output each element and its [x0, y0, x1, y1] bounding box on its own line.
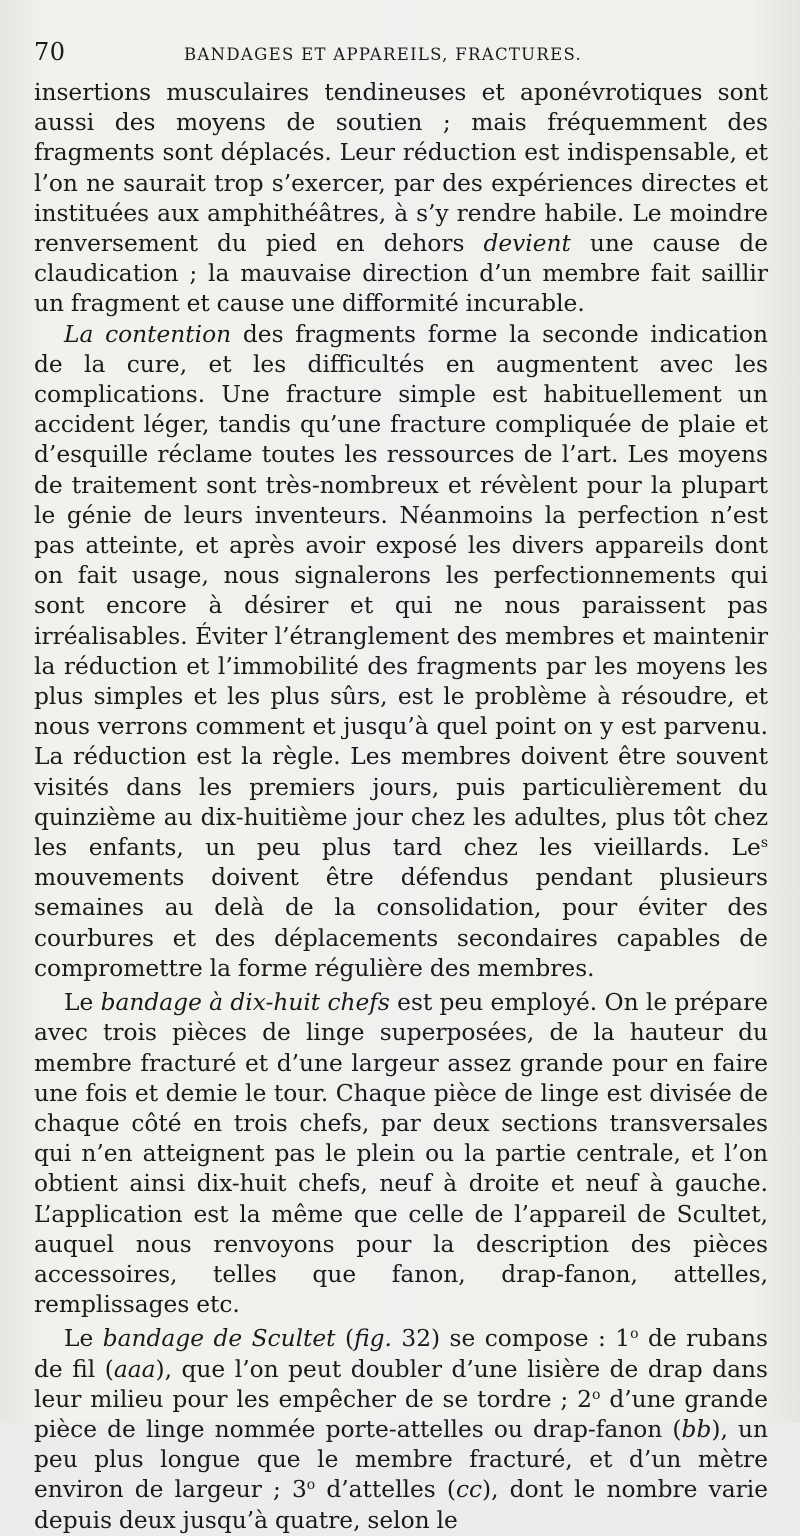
paragraph	[34, 988, 768, 1320]
text-run: (	[335, 1325, 355, 1353]
superscript: o	[630, 1326, 639, 1343]
text-run: ), dont le nombre varie depuis deux jusqu’à quatre, selon le	[34, 1476, 768, 1534]
running-head	[34, 38, 768, 72]
text-run: ), un peu plus longue que le membre fracturé, et d’un mètre environ de largeur ; 3	[34, 1415, 768, 1504]
paragraph	[34, 320, 768, 984]
italic-text: devient	[483, 230, 571, 258]
italic-text: bandage de Scultet	[102, 1325, 336, 1353]
text-run: mouvements doivent être défendus pendant plusieurs semaines au delà de la consolidation, pour éviter des courbures et des déplacements secondaires capables de compromettre la forme régulière des membres.	[34, 864, 768, 982]
text-run: Le	[64, 989, 101, 1017]
italic-text: aaa	[113, 1355, 156, 1383]
superscript: o	[306, 1477, 316, 1494]
text-run: 32) se compose : 1	[391, 1325, 631, 1353]
paragraph	[34, 1324, 768, 1535]
italic-text: bandage à dix-huit chefs	[100, 989, 390, 1017]
text-run: d’une grande pièce de linge nommée porte-attelles ou drap-fanon (	[34, 1385, 768, 1443]
body-text	[34, 78, 768, 1536]
text-run: de rubans de fil (	[34, 1325, 769, 1383]
text-run: d’attelles (	[315, 1476, 456, 1504]
running-title: BANDAGES ET APPAREILS, FRACTURES.	[184, 45, 583, 64]
italic-text: bb	[681, 1415, 712, 1443]
paragraph	[34, 78, 768, 320]
superscript: s	[760, 835, 768, 852]
text-run: ), que l’on peut doubler d’une lisière de drap dans leur milieu pour les empêcher de se tordre ; 2	[34, 1355, 769, 1413]
italic-text: fig.	[354, 1325, 392, 1353]
text-run: est peu employé. On le prépare avec trois pièces de linge superposées, de la hauteur du membre fracturé et d’une largeur assez grande pour en faire une fois et demie le tour. Chaque pièce de linge est divisée de chaque côté en trois chefs, par deux sections transversales qui n’en atteignent pas le plein ou la partie centrale, et l’on obtient ainsi dix-huit chefs, neuf à droite et neuf à gauche. L’application est la même que celle de l’appareil de Scultet, auquel nous renvoyons pour la description des pièces accessoires, telles que fanon, drap-fanon, attelles, remplissages etc.	[34, 989, 768, 1319]
italic-text: La contention	[64, 320, 232, 348]
text-run: insertions musculaires tendineuses et aponévrotiques sont aussi des moyens de soutien ; mais fréquemment des fragments sont déplacés. Leur réduction est indispensable, et l’on ne saurait trop s’exercer, par des expériences directes et instituées aux amphithéâtres, à s’y rendre habile. Le moindre renversement du pied en dehors	[34, 79, 768, 258]
superscript: o	[592, 1386, 601, 1403]
text-run: une cause de claudication ; la mauvaise direction d’un membre fait saillir un fragment et cause une difformité incurable.	[34, 230, 768, 318]
text-run: Le	[64, 1325, 103, 1353]
italic-text: cc	[455, 1476, 483, 1504]
page-number: 70	[34, 38, 66, 66]
text-run: des fragments forme la seconde indication de la cure, et les difficultés en augmentent avec les complications. Une fracture simple est habituellement un accident léger, tandis qu’une fracture compliquée de plaie et d’esquille réclame toutes les ressources de l’art. Les moyens de traitement sont très-nombreux et révèlent pour la plupart le génie de leurs inventeurs. Néanmoins la perfection n’est pas atteinte, et après avoir exposé les divers appareils dont on fait usage, nous signalerons les perfectionnements qui sont encore à désirer et qui ne nous paraissent pas irréalisables. Éviter l’étranglement des membres et maintenir la réduction et l’immobilité des fragments par les moyens les plus simples et les plus sûrs, est le problème à résoudre, et nous verrons comment et jusqu’à quel point on y est parvenu. La réduction est la règle. Les membres doivent être souvent visités dans les premiers jours, puis particulièrement du quinzième au dix-huitième jour chez les adultes, plus tôt chez les enfants, un peu plus tard chez les vieillards. Le	[34, 320, 768, 862]
